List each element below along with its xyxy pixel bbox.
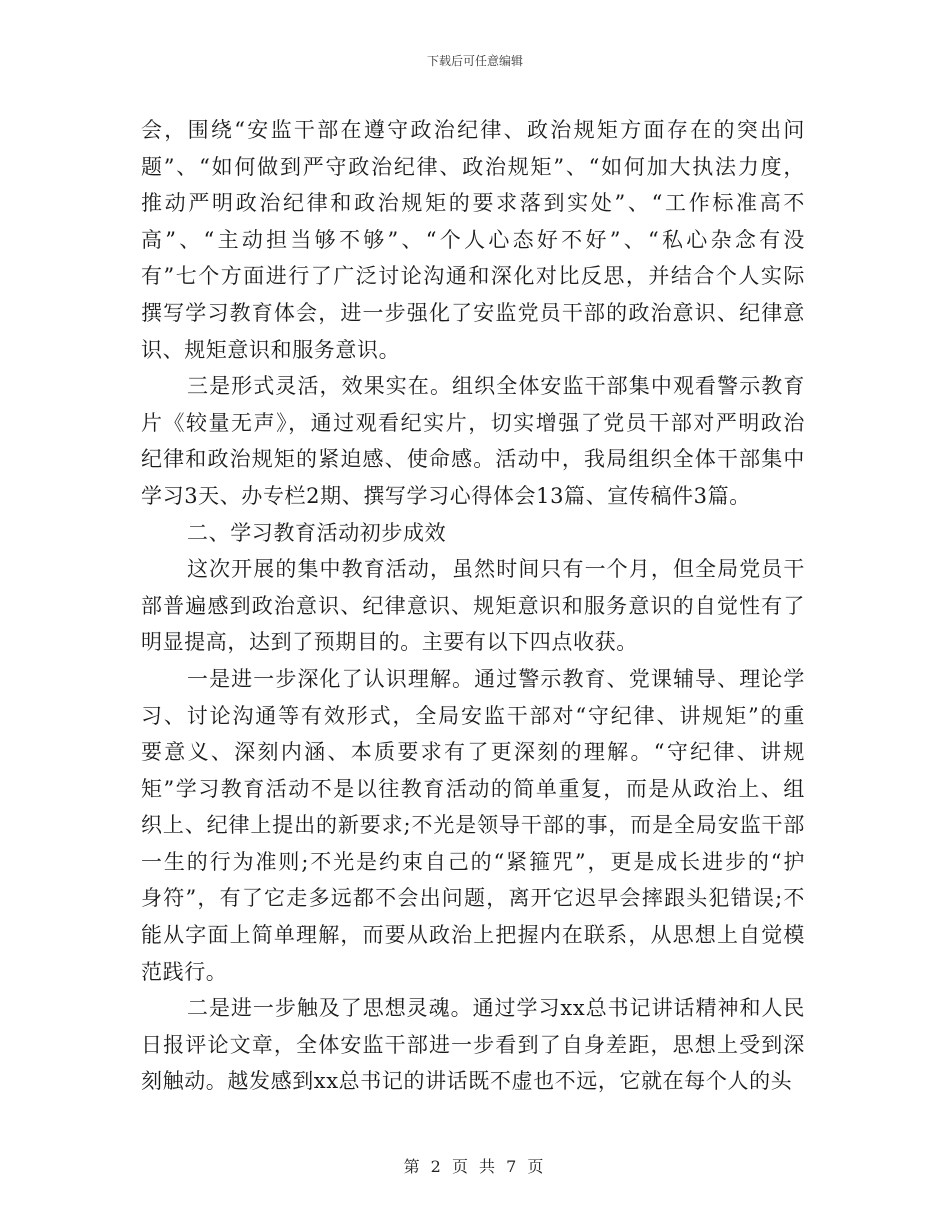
text-line: 这次开展的集中教育活动，虽然时间只有一个月，但全局党员干 [187,557,805,582]
text-line: 一生的行为准则;不光是约束自己的“紧箍咒”，更是成长进步的“护 [141,849,805,874]
text-line: 题”、“如何做到严守政治纪律、政治规矩”、“如何加大执法力度， [141,154,805,179]
text-line: 部普遍感到政治意识、纪律意识、规矩意识和服务意识的自觉性有了 [141,593,805,618]
text-line: 高”、“主动担当够不够”、“个人心态好不好”、“私心杂念有没 [141,227,805,252]
text-line: 二、学习教育活动初步成效 [187,520,447,545]
page-header: 下载后可任意编辑 [426,54,523,68]
paragraph [141,990,805,1100]
text-line: 学习3天、办专栏2期、撰写学习心得体会13篇、宣传稿件3篇。 [141,483,751,508]
paragraph [141,551,805,661]
text-line: 识、规矩意识和服务意识。 [141,337,401,362]
text-line: 片《较量无声》，通过观看纪实片，切实增强了党员干部对严明政治 [141,410,805,435]
text-line: 要意义、深刻内涵、本质要求有了更深刻的理解。“守纪律、讲规 [141,740,805,765]
document-body [141,112,805,1100]
text-line: 习、讨论沟通等有效形式，全局安监干部对“守纪律、讲规矩”的重 [141,703,805,728]
text-line: 刻触动。越发感到xx总书记的讲话既不虚也不远，它就在每个人的头 [141,1069,793,1094]
text-line: 身符”，有了它走多远都不会出问题，离开它迟早会摔跟头犯错误;不 [141,886,805,911]
text-line: 能从字面上简单理解，而要从政治上把握内在联系，从思想上自觉模 [141,923,805,948]
text-line: 推动严明政治纪律和政治规矩的要求落到实处”、“工作标准高不 [141,191,805,216]
text-line: 矩”学习教育活动不是以往教育活动的简单重复，而是从政治上、组 [141,776,805,801]
text-line: 范践行。 [141,959,228,984]
paragraph [141,661,805,990]
page-footer: 第 2 页 共 7 页 [403,1157,547,1176]
text-line: 日报评论文章，全体安监干部进一步看到了自身差距，思想上受到深 [141,1032,805,1057]
paragraph [141,515,805,552]
text-line: 有”七个方面进行了广泛讨论沟通和深化对比反思，并结合个人实际 [141,264,805,289]
text-line: 会，围绕“安监干部在遵守政治纪律、政治规矩方面存在的突出问 [141,118,805,142]
text-line: 明显提高，达到了预期目的。主要有以下四点收获。 [141,630,638,655]
text-line: 撰写学习教育体会，进一步强化了安监党员干部的政治意识、纪律意 [141,300,805,325]
text-line: 一是进一步深化了认识理解。通过警示教育、党课辅导、理论学 [187,666,805,691]
paragraph [141,112,805,368]
text-line: 二是进一步触及了思想灵魂。通过学习xx总书记讲话精神和人民 [187,996,805,1021]
text-line: 三是形式灵活，效果实在。组织全体安监干部集中观看警示教育 [187,374,805,399]
text-line: 纪律和政治规矩的紧迫感、使命感。活动中，我局组织全体干部集中 [141,447,805,472]
text-line: 织上、纪律上提出的新要求;不光是领导干部的事，而是全局安监干部 [141,813,805,838]
paragraph [141,368,805,514]
